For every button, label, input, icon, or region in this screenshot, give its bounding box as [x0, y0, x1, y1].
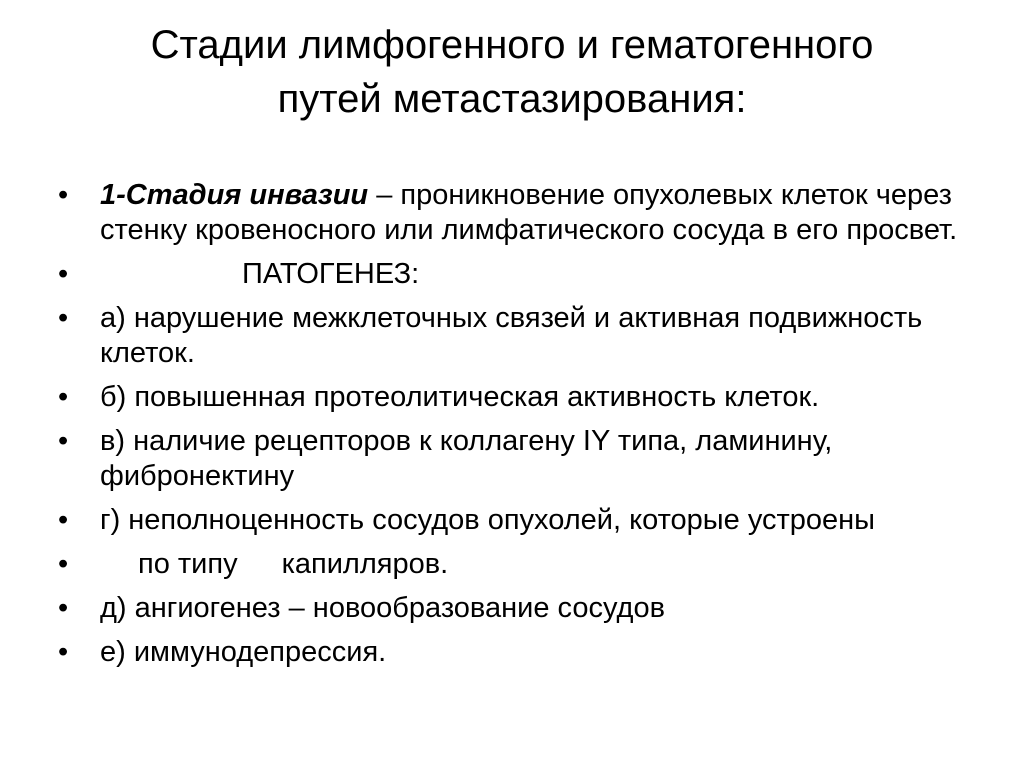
list-item: [58, 178, 988, 248]
bullet-icon: •: [58, 548, 69, 580]
list-item: [58, 424, 988, 494]
stage-heading: 1-Стадия инвазии: [100, 179, 369, 211]
bullet-icon: •: [58, 258, 69, 290]
list-item-text: д) ангиогенез – новообразование сосудов: [100, 592, 665, 624]
list-item: [58, 503, 988, 538]
stage-description: – проникновение опухолевых клеток через стенку кровеносного или лимфатического сосуда в его просвет.: [100, 179, 958, 246]
list-item: [58, 301, 988, 371]
bullet-icon: •: [58, 636, 69, 668]
title-line-1: Стадии лимфогенного и гематогенного: [150, 23, 874, 67]
list-item-text: а) нарушение межклеточных связей и активная подвижность клеток.: [100, 302, 923, 369]
list-item-text: г) неполноценность сосудов опухолей, которые устроены: [100, 504, 876, 536]
pathogenesis-heading: ПАТОГЕНЕЗ:: [242, 258, 420, 290]
list-item-text: по типу: [138, 548, 238, 580]
slide-title: [0, 18, 1024, 126]
list-item: [58, 380, 988, 415]
list-item-text: б) повышенная протеолитическая активность клеток.: [100, 381, 820, 413]
list-item: [58, 635, 988, 670]
bullet-icon: •: [58, 302, 69, 334]
list-item-text: в) наличие рецепторов к коллагену IY типа, ламинину, фибронектину: [100, 425, 833, 492]
list-item: [58, 591, 988, 626]
list-item-text: капилляров.: [281, 548, 449, 580]
list-item: [58, 547, 988, 582]
title-line-2: путей метастазирования:: [277, 77, 747, 121]
bullet-icon: •: [58, 381, 69, 413]
bullet-icon: •: [58, 425, 69, 457]
bullet-list: [58, 178, 988, 679]
list-item: [58, 257, 988, 292]
bullet-icon: •: [58, 179, 69, 211]
bullet-icon: •: [58, 592, 69, 624]
bullet-icon: •: [58, 504, 69, 536]
list-item-text: е) иммунодепрессия.: [100, 636, 387, 668]
